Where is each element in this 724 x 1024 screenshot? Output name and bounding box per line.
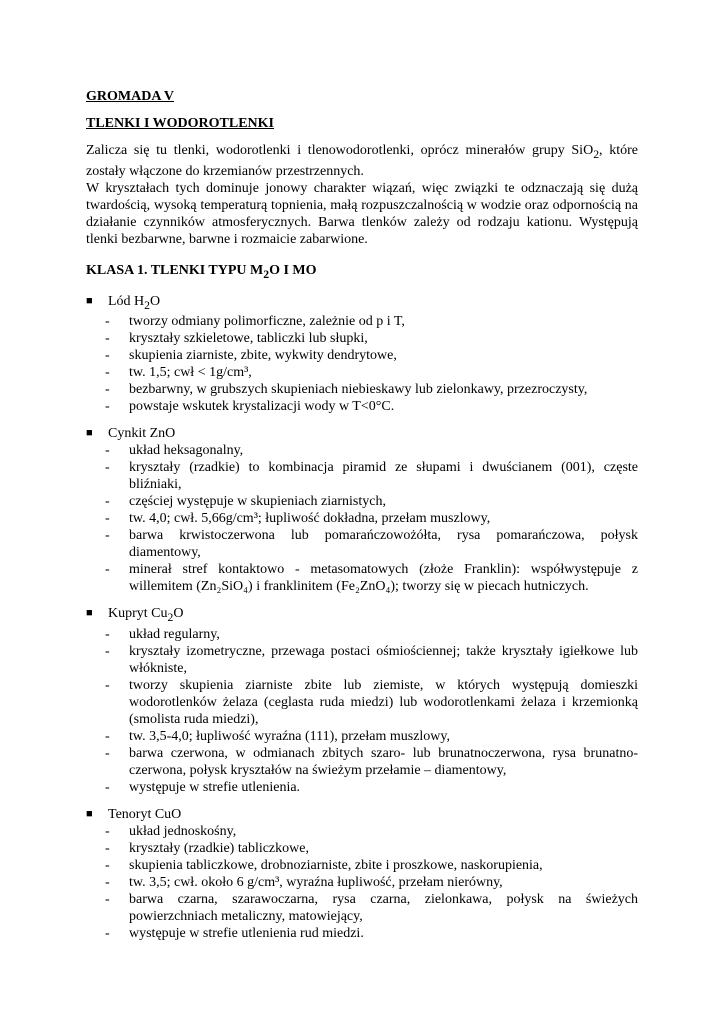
- property-item: - tw. 3,5-4,0; łupliwość wyraźna (111), przełam muszlowy,: [105, 729, 451, 745]
- square-bullet-icon: ■: [86, 607, 93, 620]
- property-item: - bezbarwny, w grubszych skupieniach niebieskawy lub zielonkawy, przezroczysty,: [105, 382, 588, 398]
- dash-icon: -: [105, 443, 110, 459]
- property-item: - kryształy izometryczne, przewaga postaci ośmiościennej; także kryształy igiełkowe lub włókniste,: [105, 644, 638, 677]
- property-item: - kryształy (rzadkie) tabliczkowe,: [105, 841, 309, 857]
- heading-oxides: TLENKI I WODOROTLENKI: [86, 116, 275, 131]
- class-heading-text: KLASA 1. TLENKI TYPU M: [86, 262, 264, 278]
- dash-icon: -: [105, 858, 110, 874]
- dash-icon: -: [105, 678, 110, 694]
- dash-icon: -: [105, 841, 110, 857]
- property-item: - kryształy szkieletowe, tabliczki lub słupki,: [105, 331, 368, 347]
- dash-icon: -: [105, 562, 110, 578]
- property-item: - powstaje wskutek krystalizacji wody w T<0°C.: [105, 399, 395, 415]
- dash-icon: -: [105, 824, 110, 840]
- intro-text: , które zostały włączone do krzemianów przestrzennych.: [86, 143, 638, 179]
- property-list: [86, 626, 638, 796]
- square-bullet-icon: ■: [86, 427, 93, 440]
- property-item: - tw. 4,0; cwł. 5,66g/cm³; łupliwość dokładna, przełam muszlowy,: [105, 511, 491, 527]
- property-item: - układ heksagonalny,: [105, 443, 244, 459]
- dash-icon: -: [105, 780, 110, 796]
- subscript: 2: [593, 147, 600, 161]
- property-item: - barwa czerwona, w odmianach zbitych szaro- lub brunatnoczerwona, rysa brunatno-czerwona, połysk kryształów na świeżym przełamie – diamentowy,: [105, 746, 638, 779]
- heading-group: GROMADA V: [86, 89, 175, 104]
- intro-paragraph-1: [86, 142, 638, 180]
- property-item: - występuje w strefie utlenienia rud miedzi.: [105, 926, 364, 942]
- dash-icon: -: [105, 331, 110, 347]
- dash-icon: -: [105, 511, 110, 527]
- dash-icon: -: [105, 399, 110, 415]
- mineral-tenorite: [86, 806, 638, 942]
- property-item: - układ jednoskośny,: [105, 824, 237, 840]
- class-heading-text: O I MO: [269, 262, 317, 278]
- dash-icon: -: [105, 729, 110, 745]
- square-bullet-icon: ■: [86, 294, 93, 307]
- mineral-name: ■ Kupryt $Cu_2O$: [86, 606, 184, 625]
- dash-icon: -: [105, 627, 110, 643]
- property-item: - tworzy skupienia ziarniste zbite lub ziemiste, w których występują domieszki wodorotlenków żelaza (ceglasta ruda miedzi) lub wodorotlenkami żelaza i krzemionką (smolista ruda miedzi),: [105, 678, 638, 728]
- dash-icon: -: [105, 926, 110, 942]
- mineral-name: ■ Cynkit ZnO: [86, 426, 176, 442]
- mineral-name: ■ Tenoryt CuO: [86, 807, 182, 823]
- property-item: - tw. 1,5; cwł < 1g/cm³,: [105, 365, 252, 381]
- property-item: - minerał stref kontaktowo - metasomatowych (złoże Franklin): współwystępuje z willemitem (Zn₂SiO₄) i franklinitem (Fe₂ZnO₄); tworzy się w piecach hutniczych.: [105, 562, 638, 595]
- property-item: - tw. 3,5; cwł. około 6 g/cm³, wyraźna łupliwość, przełam nierówny,: [105, 875, 503, 891]
- property-list: [86, 823, 638, 942]
- property-item: - skupienia tabliczkowe, drobnoziarniste, zbite i proszkowe, naskorupienia,: [105, 858, 543, 874]
- property-item: - barwa czarna, szarawoczarna, rysa czarna, zielonkawa, połysk na świeżych powierzchniach metaliczny, matowiejący,: [105, 892, 638, 925]
- property-list: [86, 442, 638, 595]
- intro-text: Zalicza się tu tlenki, wodorotlenki i tlenowodorotlenki, oprócz minerałów grupy SiO: [86, 143, 594, 158]
- property-list: [86, 313, 638, 415]
- mineral-ice: [86, 293, 638, 416]
- mineral-zincite: [86, 425, 638, 595]
- square-bullet-icon: ■: [86, 808, 93, 821]
- mineral-list: [86, 293, 638, 943]
- dash-icon: -: [105, 365, 110, 381]
- document-page: [86, 88, 638, 952]
- dash-icon: -: [105, 746, 110, 762]
- subscript: 2: [144, 298, 150, 312]
- dash-icon: -: [105, 382, 110, 398]
- dash-icon: -: [105, 314, 110, 330]
- property-item: - tworzy odmiany polimorficzne, zależnie od p i T,: [105, 314, 405, 330]
- property-item: - występuje w strefie utlenienia.: [105, 780, 301, 796]
- subscript: 2: [263, 267, 270, 281]
- mineral-name: ■ Lód $H_2O$: [86, 293, 161, 312]
- property-item: - układ regularny,: [105, 627, 220, 643]
- property-item: - częściej występuje w skupieniach ziarnistych,: [105, 494, 386, 510]
- dash-icon: -: [105, 348, 110, 364]
- property-item: - kryształy (rzadkie) to kombinacja piramid ze słupami i dwuścianem (001), częste bliźniaki,: [105, 460, 638, 493]
- property-item: - skupienia ziarniste, zbite, wykwity dendrytowe,: [105, 348, 397, 364]
- dash-icon: -: [105, 460, 110, 476]
- dash-icon: -: [105, 892, 110, 908]
- subscript: 2: [167, 611, 174, 625]
- dash-icon: -: [105, 644, 110, 660]
- dash-icon: -: [105, 494, 110, 510]
- dash-icon: -: [105, 875, 110, 891]
- dash-icon: -: [105, 528, 110, 544]
- intro-paragraph-2: W kryształach tych dominuje jonowy charakter wiązań, więc związki te odznaczają się dużą twardością, wysoką temperaturą topnienia, małą rozpuszczalnością w wodzie oraz odpornością na działanie czynników atmosferycznych. Barwa tlenków zależy od rodzaju kationu. Występują tlenki bezbarwne, barwne i rozmaicie zabarwione.: [86, 180, 638, 247]
- class-heading: [86, 262, 638, 283]
- property-item: - barwa krwistoczerwona lub pomarańczowożółta, rysa pomarańczowa, połysk diamentowy,: [105, 528, 638, 561]
- mineral-cuprite: [86, 605, 638, 796]
